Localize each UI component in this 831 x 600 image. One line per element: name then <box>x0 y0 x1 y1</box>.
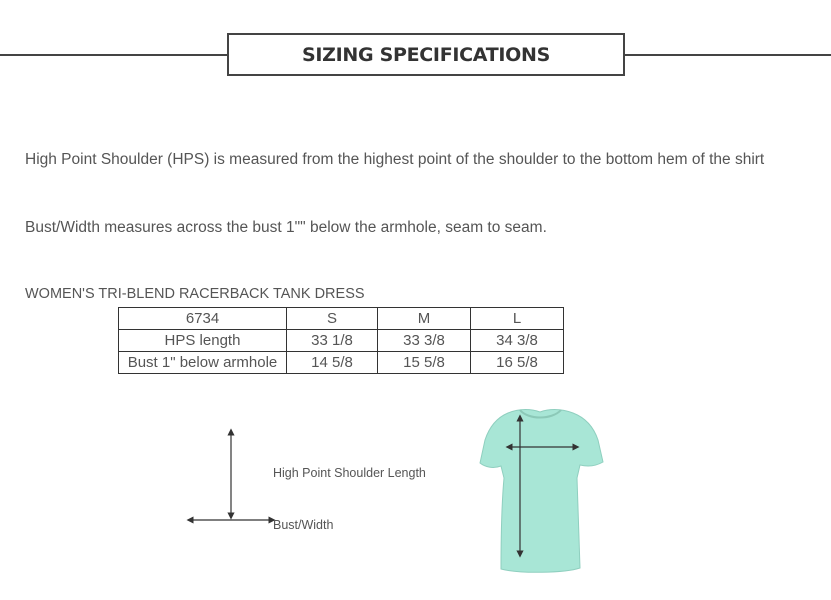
header-rule-right <box>624 54 831 56</box>
table-header-cell: S <box>287 308 378 330</box>
table-cell: 14 5/8 <box>287 352 378 374</box>
table-header-cell: 6734 <box>119 308 287 330</box>
table-cell: 16 5/8 <box>471 352 564 374</box>
table-header-cell: M <box>378 308 471 330</box>
table-header-row <box>119 308 564 330</box>
table-header-cell: L <box>471 308 564 330</box>
t-shirt-icon <box>480 410 603 573</box>
table-cell: 15 5/8 <box>378 352 471 374</box>
table-cell: 33 1/8 <box>287 330 378 352</box>
table-row <box>119 330 564 352</box>
table-cell: 33 3/8 <box>378 330 471 352</box>
bust-description: Bust/Width measures across the bust 1"" below the armhole, seam to seam. <box>25 219 547 236</box>
table-row <box>119 352 564 374</box>
hps-length-label: High Point Shoulder Length <box>273 466 426 480</box>
bust-width-label: Bust/Width <box>273 518 334 532</box>
page-title: SIZING SPECIFICATIONS <box>227 33 625 76</box>
hps-description: High Point Shoulder (HPS) is measured from the highest point of the shoulder to the bottom hem of the shirt <box>25 151 765 168</box>
size-table-title: WOMEN'S TRI-BLEND RACERBACK TANK DRESS <box>25 286 365 302</box>
table-cell: 34 3/8 <box>471 330 564 352</box>
table-cell: Bust 1" below armhole <box>119 352 287 374</box>
table-cell: HPS length <box>119 330 287 352</box>
size-table <box>118 307 564 374</box>
header-rule-left <box>0 54 228 56</box>
